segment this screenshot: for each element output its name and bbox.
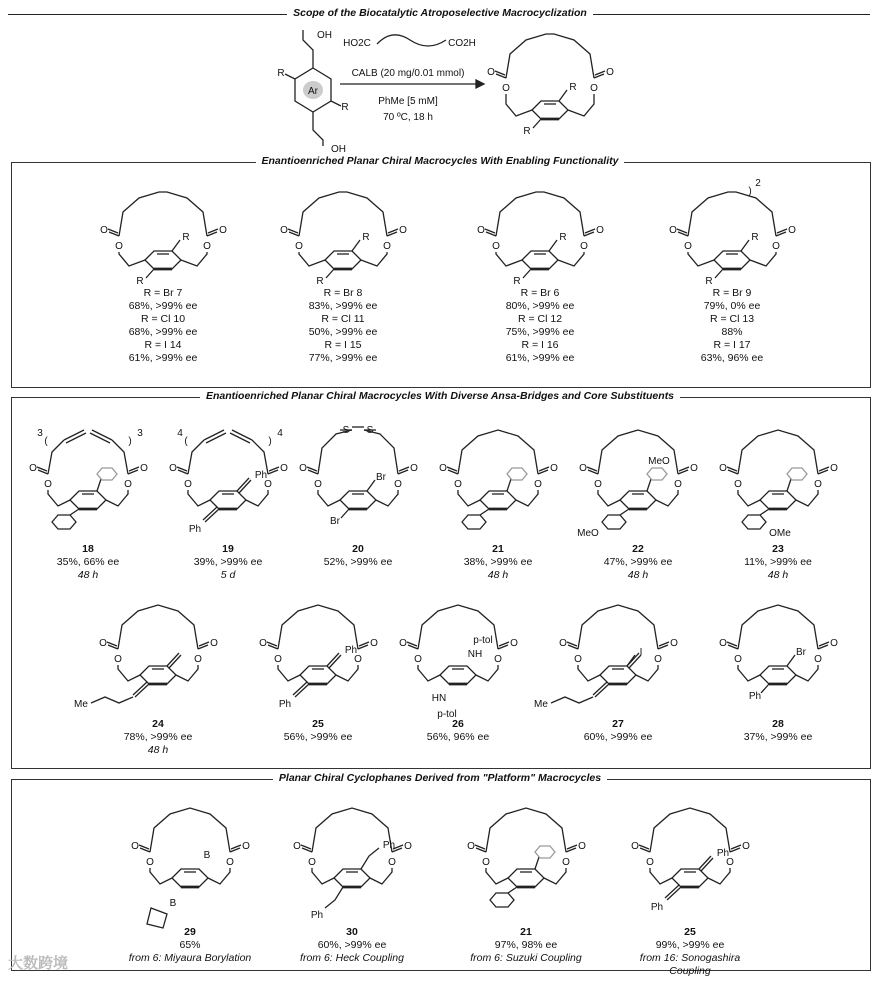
ester-oxygen: O <box>580 241 588 252</box>
carbonyl-oxygen: O <box>280 225 288 236</box>
caption-line: 5 d <box>220 569 236 581</box>
substituent-label: R <box>751 232 759 243</box>
ester-oxygen: O <box>590 83 598 94</box>
ester-oxygen: O <box>772 241 780 252</box>
diverse-title: Enantioenriched Planar Chiral Macrocycles With Diverse Ansa-Bridges and Core Substituents <box>0 390 880 402</box>
substituent-label: R <box>277 68 285 79</box>
platform-macrocycle <box>604 788 776 932</box>
carbonyl-oxygen: O <box>100 225 108 236</box>
paren: ) <box>268 436 272 447</box>
platform-caption <box>456 926 596 965</box>
ester-oxygen: O <box>264 479 272 490</box>
ester-oxygen: O <box>44 479 52 490</box>
diverse-caption <box>708 718 848 744</box>
caption-line: 18 <box>82 543 94 555</box>
caption-line: 35%, 66% ee <box>56 556 120 568</box>
caption-line: 21 <box>520 926 532 938</box>
carbonyl-oxygen: O <box>559 638 567 649</box>
ester-oxygen: O <box>562 857 570 868</box>
carbonyl-oxygen: O <box>719 638 727 649</box>
caption-line: 79%, 0% ee <box>703 300 761 312</box>
temperature-condition: 70 ºC, 18 h <box>383 112 433 123</box>
substituent-label: R <box>559 232 567 243</box>
ester-oxygen: O <box>594 479 602 490</box>
ester-oxygen: O <box>383 241 391 252</box>
caption-line: 50%, >99% ee <box>308 326 378 338</box>
caption-line: 63%, 96% ee <box>700 352 764 364</box>
ester-oxygen: O <box>274 654 282 665</box>
sulfur-label: S <box>366 425 374 436</box>
carbonyl-oxygen: O <box>669 225 677 236</box>
ester-oxygen: O <box>454 479 462 490</box>
hydroxyl-label: OH <box>331 144 346 155</box>
caption-line: 61%, >99% ee <box>505 352 575 364</box>
carbonyl-oxygen: O <box>219 225 227 236</box>
substituent-label: Br <box>796 647 806 658</box>
phenyl-label: Ph <box>188 524 202 535</box>
carbonyl-oxygen: O <box>578 841 586 852</box>
diverse-macrocycle <box>372 585 544 729</box>
enabling-caption <box>662 287 802 365</box>
phenyl-label: Ph <box>716 848 730 859</box>
caption-line: 21 <box>492 543 504 555</box>
watermark: 大数跨境 <box>8 955 69 972</box>
caption-line: 78%, >99% ee <box>123 731 193 743</box>
caption-line: 39%, >99% ee <box>193 556 263 568</box>
substituent-label: R <box>513 276 521 287</box>
caption-line: 88% <box>721 326 743 338</box>
caption-line: 48 h <box>487 569 509 581</box>
caption-line: R = I 15 <box>324 339 362 351</box>
caption-line: 65% <box>179 939 201 951</box>
ester-oxygen: O <box>184 479 192 490</box>
caption-line: 68%, >99% ee <box>128 300 198 312</box>
diverse-macrocycle <box>72 585 244 729</box>
caption-line: 23 <box>772 543 784 555</box>
paren: ( <box>44 436 48 447</box>
ester-oxygen: O <box>354 654 362 665</box>
ester-oxygen: O <box>308 857 316 868</box>
diverse-caption <box>88 718 228 757</box>
diverse-caption <box>18 543 158 582</box>
caption-line: 61%, >99% ee <box>128 352 198 364</box>
diverse-caption <box>428 543 568 582</box>
methyl-label: Me <box>74 699 88 710</box>
platform-title: Planar Chiral Cyclophanes Derived from "Platform" Macrocycles <box>0 772 880 784</box>
hydroxyl-label: OH <box>317 30 332 41</box>
diverse-caption <box>288 543 428 569</box>
caption-line: 77%, >99% ee <box>308 352 378 364</box>
substituent-label: R <box>182 232 190 243</box>
ester-oxygen: O <box>115 241 123 252</box>
carbonyl-oxygen: O <box>404 841 412 852</box>
ester-oxygen: O <box>114 654 122 665</box>
methoxy-label: MeO <box>577 528 599 539</box>
ester-oxygen: O <box>203 241 211 252</box>
carbonyl-oxygen: O <box>140 463 148 474</box>
substituent-label: R <box>705 276 713 287</box>
platform-macrocycle <box>440 788 612 932</box>
diverse-macrocycle <box>692 585 864 729</box>
caption-line: 25 <box>312 718 324 730</box>
ester-oxygen: O <box>674 479 682 490</box>
enabling-caption <box>470 287 610 365</box>
repeat-count: 4 <box>177 428 183 439</box>
caption-line: 97%, 98% ee <box>494 939 558 951</box>
substituent-label: R <box>523 126 531 137</box>
caption-line: 48 h <box>77 569 99 581</box>
caption-line: 20 <box>352 543 364 555</box>
ester-oxygen: O <box>226 857 234 868</box>
diverse-macrocycle <box>532 585 704 729</box>
platform-caption <box>282 926 422 965</box>
carbonyl-oxygen: O <box>299 463 307 474</box>
caption-line: 27 <box>612 718 624 730</box>
carbonyl-oxygen: O <box>830 638 838 649</box>
boron-label: B <box>169 898 177 909</box>
caption-line: 75%, >99% ee <box>505 326 575 338</box>
enzyme-condition: CALB (20 mg/0.01 mmol) <box>351 68 465 79</box>
ester-oxygen: O <box>388 857 396 868</box>
methyl-label: Me <box>534 699 548 710</box>
caption-line: R = Br 8 <box>323 287 363 299</box>
carbonyl-oxygen: O <box>606 67 614 78</box>
enabling-title: Enantioenriched Planar Chiral Macrocycles With Enabling Functionality <box>0 155 880 167</box>
carbonyl-oxygen: O <box>242 841 250 852</box>
carbonyl-oxygen: O <box>550 463 558 474</box>
tolyl-label: p-tol <box>473 635 493 646</box>
caption-line: 83%, >99% ee <box>308 300 378 312</box>
paren: ( <box>184 436 188 447</box>
platform-caption <box>620 926 760 978</box>
carbonyl-oxygen: O <box>788 225 796 236</box>
caption-line: R = I 17 <box>713 339 751 351</box>
ester-oxygen: O <box>414 654 422 665</box>
caption-line: from 6: Heck Coupling <box>300 952 404 964</box>
caption-line: 11%, >99% ee <box>744 556 812 568</box>
carbonyl-oxygen: O <box>467 841 475 852</box>
carbonyl-oxygen: O <box>399 638 407 649</box>
paren: ) <box>748 186 752 197</box>
phenyl-label: Ph <box>254 470 268 481</box>
ester-oxygen: O <box>394 479 402 490</box>
carbonyl-oxygen: O <box>210 638 218 649</box>
caption-line: 80%, >99% ee <box>505 300 575 312</box>
ester-oxygen: O <box>314 479 322 490</box>
repeat-count: 3 <box>37 428 43 439</box>
caption-line: 56%, >99% ee <box>283 731 353 743</box>
repeat-count: 4 <box>277 428 283 439</box>
diverse-caption <box>708 543 848 582</box>
ester-oxygen: O <box>295 241 303 252</box>
caption-line: 52%, >99% ee <box>323 556 393 568</box>
carbonyl-oxygen: O <box>399 225 407 236</box>
paren: ) <box>128 436 132 447</box>
caption-line: 38%, >99% ee <box>463 556 533 568</box>
carbonyl-oxygen: O <box>293 841 301 852</box>
carbonyl-oxygen: O <box>510 638 518 649</box>
carbonyl-oxygen: O <box>742 841 750 852</box>
caption-line: 25 <box>684 926 696 938</box>
ester-oxygen: O <box>574 654 582 665</box>
caption-line: 99%, >99% ee <box>655 939 725 951</box>
phenyl-label: Ph <box>650 902 664 913</box>
diverse-macrocycle <box>692 410 864 554</box>
substituent-label: I <box>639 647 643 658</box>
caption-line: 47%, >99% ee <box>603 556 673 568</box>
caption-line: 60%, >99% ee <box>583 731 653 743</box>
caption-line: 48 h <box>767 569 789 581</box>
ester-oxygen: O <box>684 241 692 252</box>
substituent-label: R <box>341 102 349 113</box>
enabling-caption <box>93 287 233 365</box>
caption-line: R = I 16 <box>521 339 559 351</box>
amine-label: HN <box>431 693 447 704</box>
caption-line: 28 <box>772 718 784 730</box>
caption-line: R = I 14 <box>144 339 182 351</box>
caption-line: 37%, >99% ee <box>743 731 813 743</box>
carbonyl-oxygen: O <box>131 841 139 852</box>
ester-oxygen: O <box>124 479 132 490</box>
diacid-right-label: CO2H <box>448 38 476 49</box>
solvent-condition: PhMe [5 mM] <box>378 96 438 107</box>
ester-oxygen: O <box>194 654 202 665</box>
caption-line: 24 <box>152 718 164 730</box>
phenyl-label: Ph <box>382 840 396 851</box>
carbonyl-oxygen: O <box>259 638 267 649</box>
caption-line: 26 <box>452 718 464 730</box>
platform-macrocycle <box>104 788 276 932</box>
ester-oxygen: O <box>814 654 822 665</box>
substituent-label: Br <box>376 472 386 483</box>
caption-line: R = Cl 10 <box>140 313 186 325</box>
caption-line: from 6: Miyaura Borylation <box>128 952 252 964</box>
caption-line: 48 h <box>147 744 169 756</box>
carbonyl-oxygen: O <box>280 463 288 474</box>
diacid-left-label: HO2C <box>343 38 371 49</box>
substituent-label: Br <box>330 516 340 527</box>
phenyl-label: Ph <box>278 699 292 710</box>
diverse-caption <box>548 718 688 744</box>
ester-oxygen: O <box>534 479 542 490</box>
substituent-label: R <box>362 232 370 243</box>
boron-label: B <box>203 850 211 861</box>
platform-macrocycle <box>266 788 438 932</box>
ester-oxygen: O <box>734 479 742 490</box>
carbonyl-oxygen: O <box>579 463 587 474</box>
phenyl-label: Ph <box>310 910 324 921</box>
ester-oxygen: O <box>734 654 742 665</box>
phenyl-label: Ph <box>344 645 358 656</box>
enabling-caption <box>273 287 413 365</box>
diverse-caption <box>568 543 708 582</box>
carbonyl-oxygen: O <box>477 225 485 236</box>
carbonyl-oxygen: O <box>370 638 378 649</box>
ester-oxygen: O <box>494 654 502 665</box>
substituent-label: R <box>136 276 144 287</box>
caption-line: 56%, 96% ee <box>426 731 490 743</box>
carbonyl-oxygen: O <box>487 67 495 78</box>
carbonyl-oxygen: O <box>596 225 604 236</box>
substituent-label: R <box>569 82 577 93</box>
scope-title: Scope of the Biocatalytic Atroposelective Macrocyclization <box>0 7 880 19</box>
ester-oxygen: O <box>482 857 490 868</box>
caption-line: 22 <box>632 543 644 555</box>
arene-core-label: Ar <box>308 86 318 97</box>
substituent-label: R <box>316 276 324 287</box>
ester-oxygen: O <box>146 857 154 868</box>
caption-line: R = Cl 13 <box>709 313 755 325</box>
methoxy-label: OMe <box>769 528 791 539</box>
caption-line: 19 <box>222 543 234 555</box>
amine-label: NH <box>467 649 483 660</box>
ester-oxygen: O <box>646 857 654 868</box>
carbonyl-oxygen: O <box>439 463 447 474</box>
carbonyl-oxygen: O <box>631 841 639 852</box>
carbonyl-oxygen: O <box>29 463 37 474</box>
ester-oxygen: O <box>726 857 734 868</box>
caption-line: R = Br 6 <box>520 287 560 299</box>
carbonyl-oxygen: O <box>99 638 107 649</box>
caption-line: 60%, >99% ee <box>317 939 387 951</box>
caption-line: from 16: Sonogashira Coupling <box>639 952 741 977</box>
ester-oxygen: O <box>502 83 510 94</box>
platform-caption <box>120 926 260 965</box>
carbonyl-oxygen: O <box>719 463 727 474</box>
carbonyl-oxygen: O <box>410 463 418 474</box>
ester-oxygen: O <box>654 654 662 665</box>
caption-line: 29 <box>184 926 196 938</box>
carbonyl-oxygen: O <box>670 638 678 649</box>
reaction-scheme-drawing <box>0 0 880 155</box>
caption-line: 68%, >99% ee <box>128 326 198 338</box>
caption-line: 30 <box>346 926 358 938</box>
substituent-label: Ph <box>748 691 762 702</box>
product-macrocycle <box>460 14 640 164</box>
diverse-caption <box>388 718 528 744</box>
repeat-count: 3 <box>137 428 143 439</box>
caption-line: from 6: Suzuki Coupling <box>470 952 582 964</box>
caption-line: R = Br 7 <box>143 287 183 299</box>
ester-oxygen: O <box>814 479 822 490</box>
diverse-caption <box>248 718 388 744</box>
carbonyl-oxygen: O <box>169 463 177 474</box>
sulfur-label: S <box>342 425 350 436</box>
repeat-count: 2 <box>755 178 761 189</box>
carbonyl-oxygen: O <box>690 463 698 474</box>
methoxy-label: MeO <box>648 456 670 467</box>
tolyl-label: p-tol <box>437 709 457 720</box>
caption-line: R = Br 9 <box>712 287 752 299</box>
ester-oxygen: O <box>492 241 500 252</box>
caption-line: R = Cl 11 <box>321 313 365 325</box>
carbonyl-oxygen: O <box>830 463 838 474</box>
caption-line: 48 h <box>627 569 649 581</box>
caption-line: R = Cl 12 <box>517 313 563 325</box>
